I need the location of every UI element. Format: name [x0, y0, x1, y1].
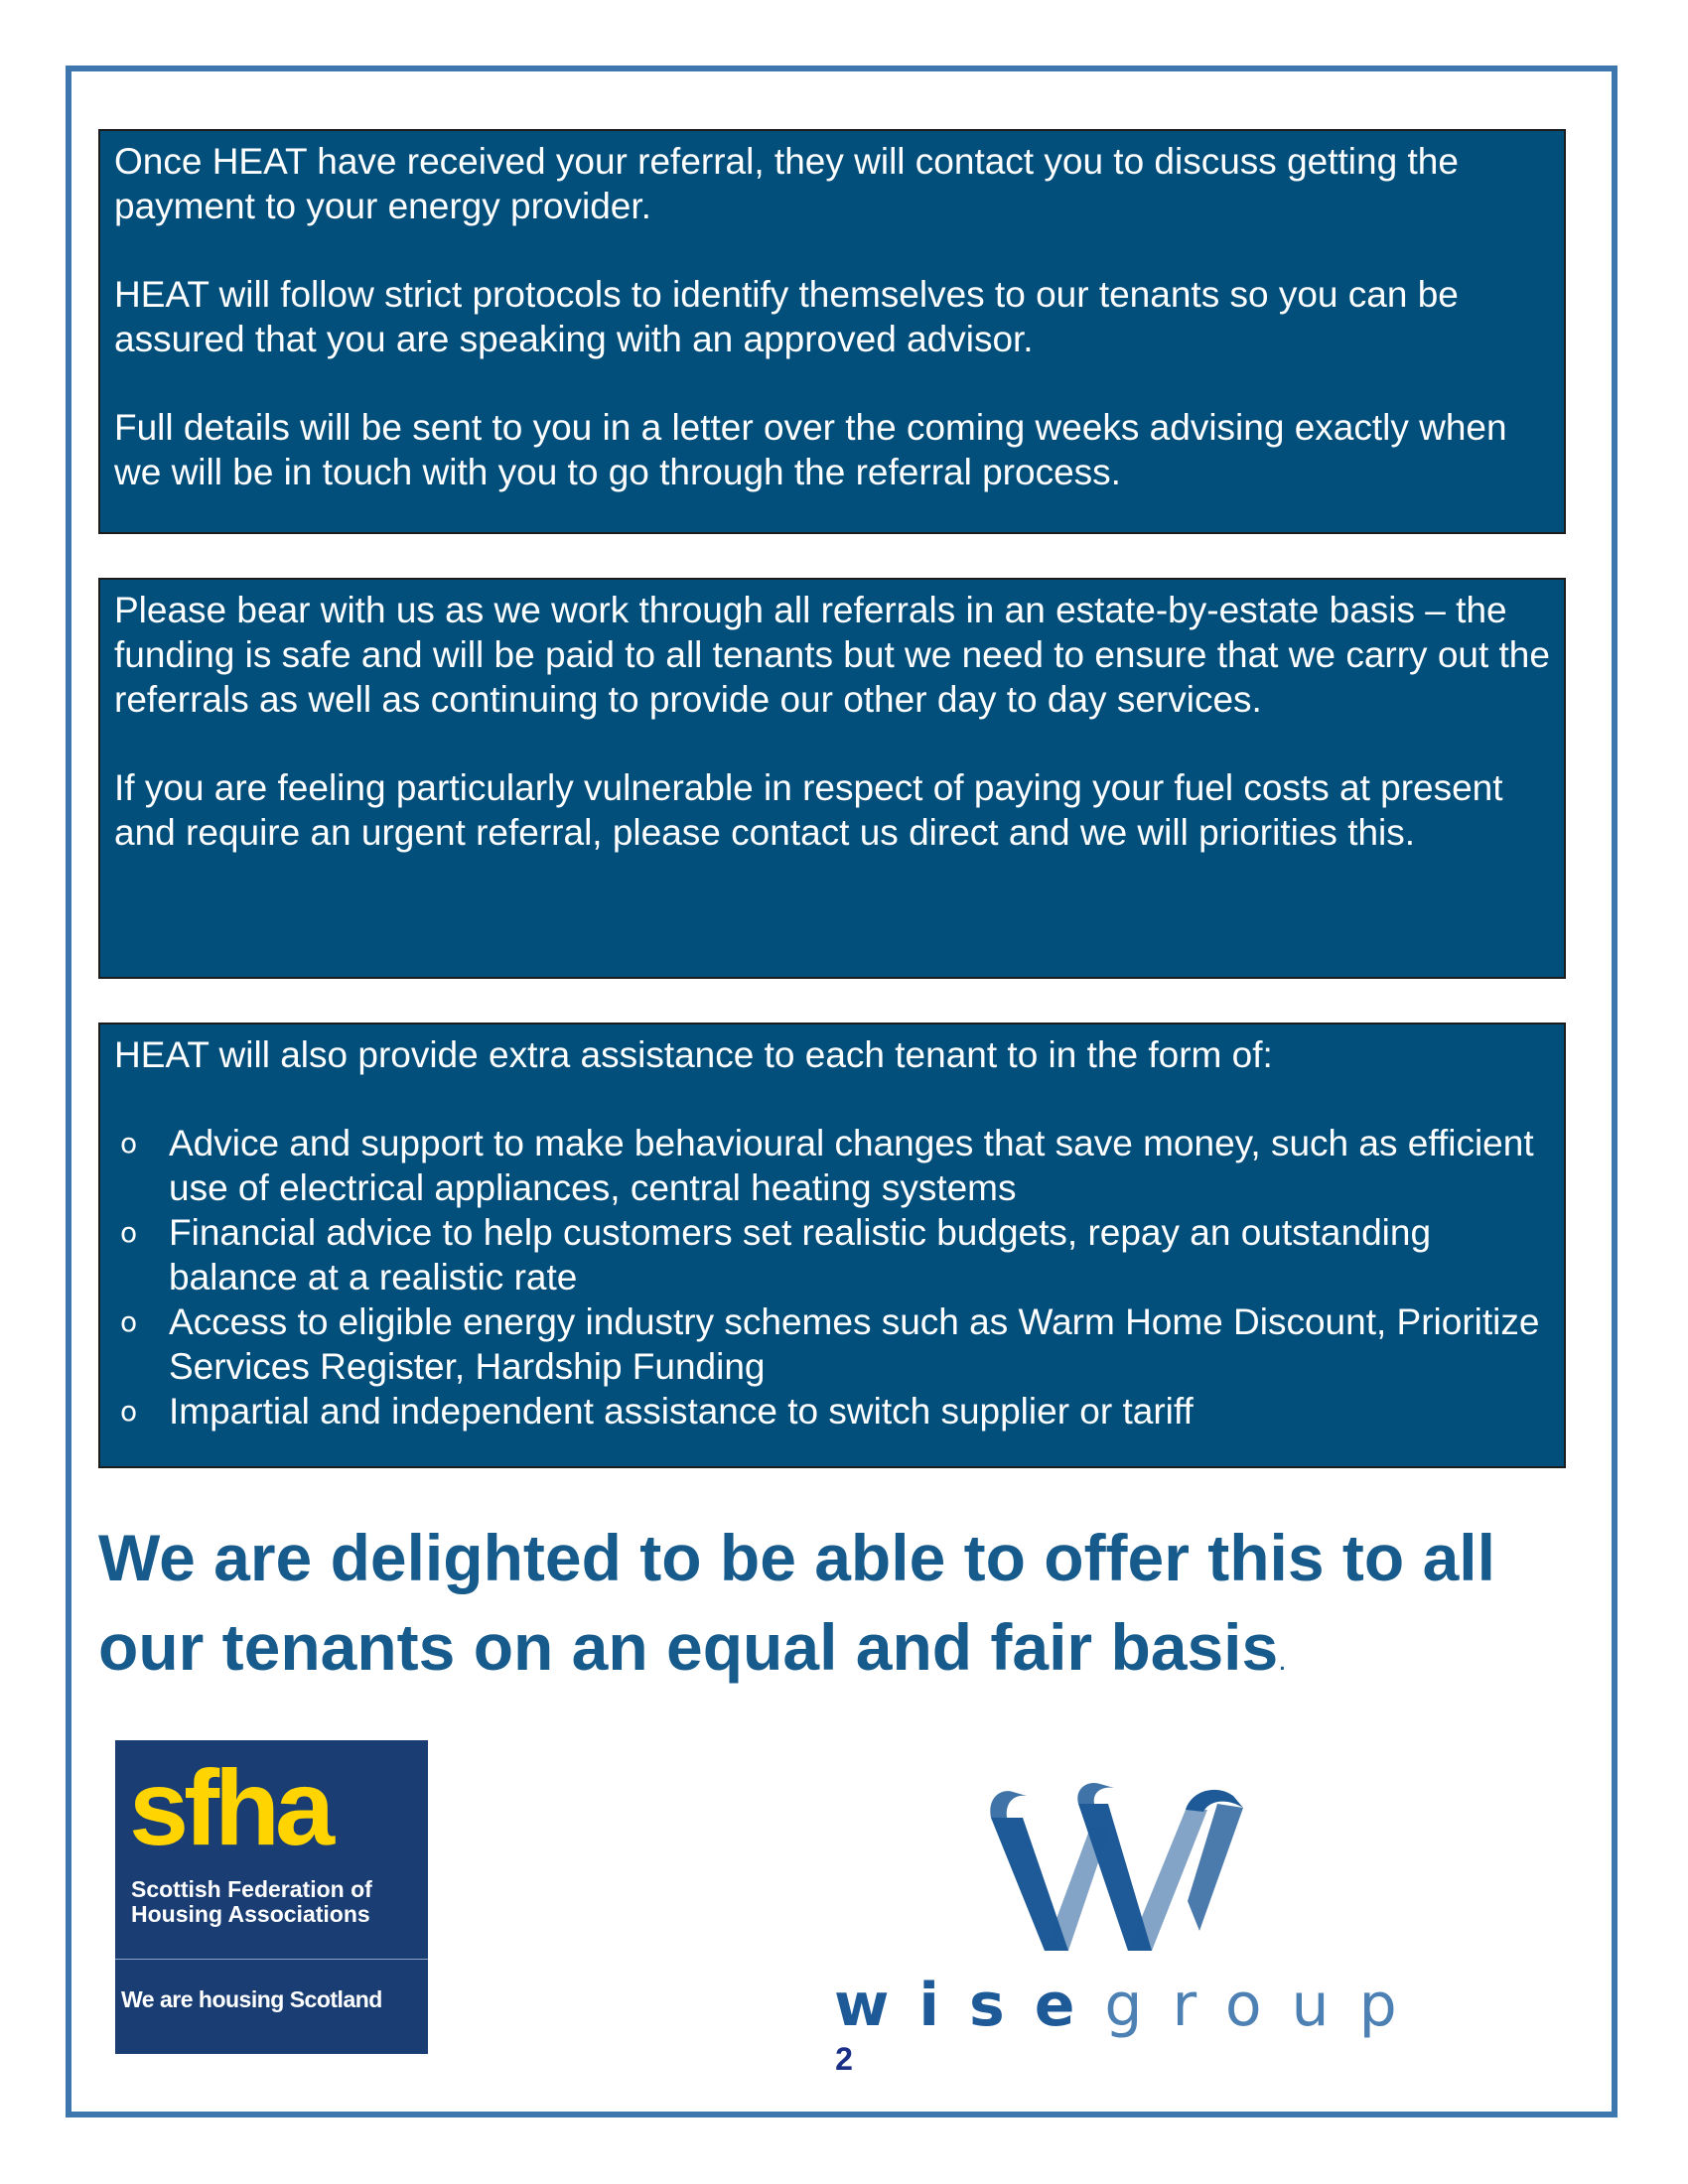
bullet-circle-icon: o	[120, 1395, 138, 1428]
bullet-circle-icon: o	[120, 1127, 138, 1160]
bullet-circle-icon: o	[120, 1216, 138, 1249]
wise-group-logo	[834, 1782, 1427, 2050]
wordmark-group: group	[1104, 1971, 1427, 2040]
headline-period: .	[1278, 1644, 1287, 1677]
list-item-text: Impartial and independent assistance to switch supplier or tariff	[169, 1391, 1194, 1432]
sfha-name-line-2: Housing Associations	[131, 1901, 370, 1927]
headline-line-1: We are delighted to be able to offer this to all	[98, 1521, 1495, 1594]
list-item	[114, 1121, 1550, 1210]
list-item-text: Advice and support to make behavioural changes that save money, such as efficient use of electrical appliances, central heating systems	[169, 1123, 1534, 1208]
sfha-full-name	[131, 1877, 372, 1927]
wise-w-ribbon-icon	[983, 1782, 1251, 1961]
referral-process-box	[98, 578, 1566, 979]
wordmark-wise: wise	[834, 1971, 1105, 2040]
list-item-text: Financial advice to help customers set realistic budgets, repay an outstanding balance at a realistic rate	[169, 1212, 1432, 1297]
protocols-paragraph: HEAT will follow strict protocols to identify themselves to our tenants so you can be assured that you are speaking with an approved advisor.	[114, 274, 1459, 359]
urgent-referral-paragraph: If you are feeling particularly vulnerable in respect of paying your fuel costs at present and require an urgent referral, please contact us direct and we will priorities this.	[114, 767, 1503, 853]
closing-headline	[98, 1513, 1588, 1706]
sfha-tagline: We are housing Scotland	[121, 1986, 382, 2012]
extra-assistance-box	[98, 1023, 1566, 1468]
page-number: 2	[835, 2041, 853, 2077]
list-item-text: Access to eligible energy industry schemes such as Warm Home Discount, Prioritize Services Register, Hardship Funding	[169, 1301, 1540, 1387]
sfha-divider	[115, 1959, 428, 1960]
assistance-list	[114, 1121, 1550, 1433]
assistance-intro: HEAT will also provide extra assistance to each tenant to in the form of:	[114, 1034, 1273, 1075]
bullet-circle-icon: o	[120, 1305, 138, 1338]
wise-group-wordmark	[834, 1971, 1427, 2040]
sfha-logo-mark: sfha	[129, 1747, 331, 1867]
letter-details-paragraph: Full details will be sent to you in a letter over the coming weeks advising exactly when we will be in touch with you to go through the referral process.	[114, 407, 1507, 492]
list-item	[114, 1210, 1550, 1299]
headline-line-2: our tenants on an equal and fair basis	[98, 1610, 1279, 1684]
list-item	[114, 1389, 1550, 1433]
sfha-name-line-1: Scottish Federation of	[131, 1876, 372, 1902]
heat-referral-box	[98, 129, 1566, 534]
referral-contact-paragraph: Once HEAT have received your referral, they will contact you to discuss getting the payment to your energy provider.	[114, 141, 1459, 226]
bear-with-us-paragraph: Please bear with us as we work through all referrals in an estate-by-estate basis – the funding is safe and will be paid to all tenants but we need to ensure that we carry out the referrals as well as continuing to provide our other day to day services.	[114, 590, 1550, 720]
sfha-logo	[115, 1740, 428, 2054]
list-item	[114, 1299, 1550, 1389]
